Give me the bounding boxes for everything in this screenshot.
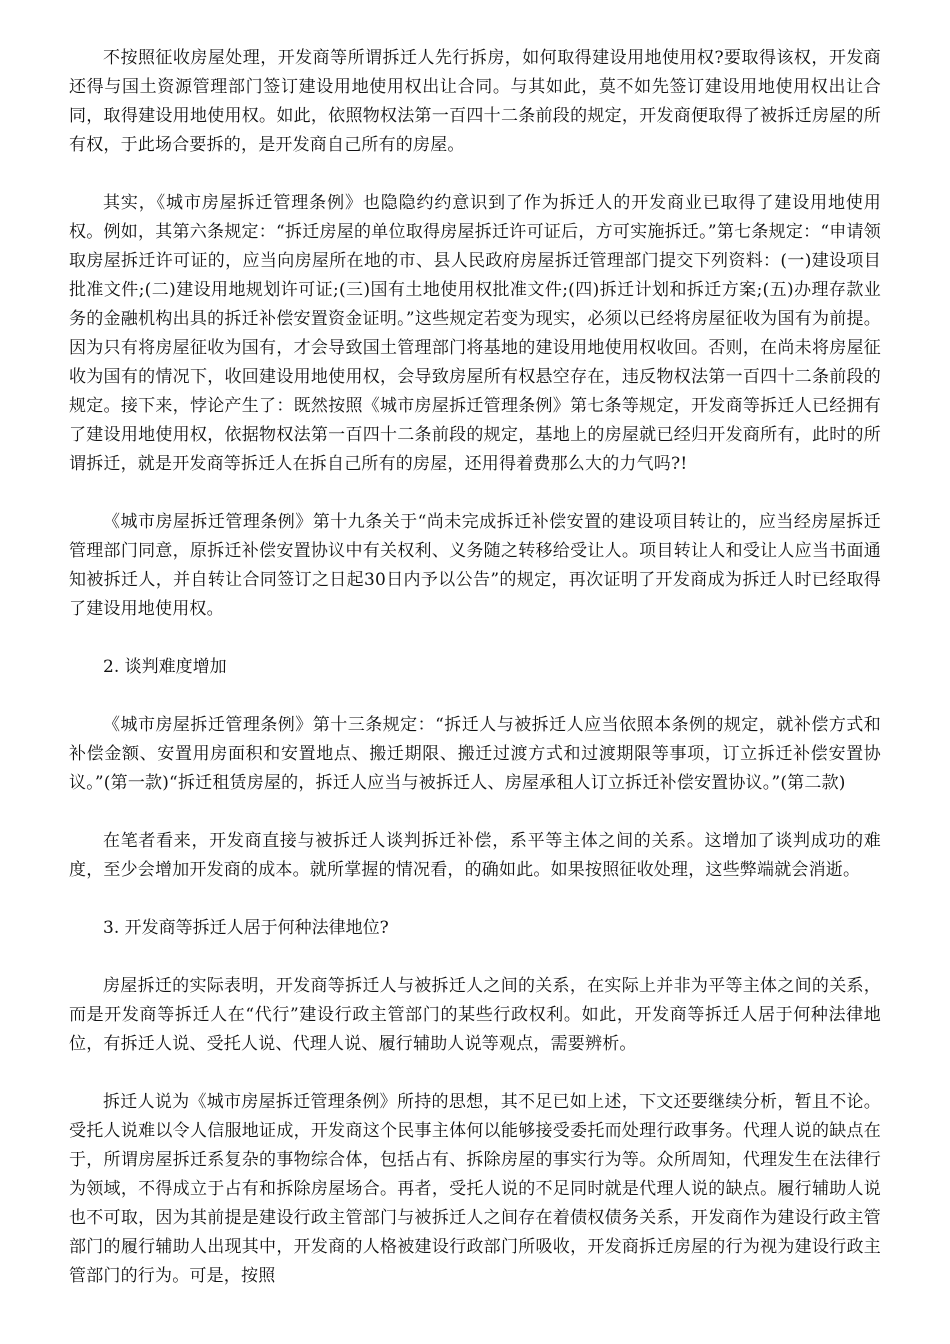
paragraph-7: 拆迁人说为《城市房屋拆迁管理条例》所持的思想，其不足已如上述，下文还要继续分析，暂且不论。受托人说难以令人信服地证成，开发商这个民事主体何以能够接受委托而处理行政事务。代理人说的缺点在于，所谓房屋拆迁系复杂的事物综合体，包括占有、拆除房屋的事实行为等。众所周知，代理发生在法律行为领域，不得成立于占有和拆除房屋场合。再者，受托人说的不足同时就是代理人说的缺点。履行辅助人说也不可取，因为其前提是建设行政主管部门与被拆迁人之间存在着债权债务关系，开发商作为建设行政主管部门的履行辅助人出现其中，开发商的人格被建设行政部门所吸收，开发商拆迁房屋的行为视为建设行政主管部门的行为。可是，按照 <box>69 1092 881 1286</box>
paragraph-5: 在笔者看来，开发商直接与被拆迁人谈判拆迁补偿，系平等主体之间的关系。这增加了谈判成功的难度，至少会增加开发商的成本。就所掌握的情况看，的确如此。如果按照征收处理，这些弊端就会消逝。 <box>69 831 881 880</box>
section-heading-3: 3. 开发商等拆迁人居于何种法律地位? <box>103 918 389 938</box>
document-body <box>69 44 881 1320</box>
paragraph-4: 《城市房屋拆迁管理条例》第十三条规定：“拆迁人与被拆迁人应当依照本条例的规定，就补偿方式和补偿金额、安置用房面积和安置地点、搬迁期限、搬迁过渡方式和过渡期限等事项，订立拆迁补偿安置协议。”(第一款)“拆迁租赁房屋的，拆迁人应当与被拆迁人、房屋承租人订立拆迁补偿安置协议。”(第二款) <box>69 715 881 793</box>
paragraph-1: 不按照征收房屋处理，开发商等所谓拆迁人先行拆房，如何取得建设用地使用权?要取得该权，开发商还得与国土资源管理部门签订建设用地使用权出让合同。与其如此，莫不如先签订建设用地使用权出让合同，取得建设用地使用权。如此，依照物权法第一百四十二条前段的规定，开发商便取得了被拆迁房屋的所有权，于此场合要拆的，是开发商自己所有的房屋。 <box>69 48 881 155</box>
section-heading-2: 2. 谈判难度增加 <box>103 657 227 677</box>
paragraph-2: 其实，《城市房屋拆迁管理条例》也隐隐约约意识到了作为拆迁人的开发商业已取得了建设用地使用权。例如，其第六条规定：“拆迁房屋的单位取得房屋拆迁许可证后，方可实施拆迁。”第七条规定：“申请领取房屋拆迁许可证的，应当向房屋所在地的市、县人民政府房屋拆迁管理部门提交下列资料：(一)建设项目批准文件;(二)建设用地规划许可证;(三)国有土地使用权批准文件;(四)拆迁计划和拆迁方案;(五)办理存款业务的金融机构出具的拆迁补偿安置资金证明。”这些规定若变为现实，必须以已经将房屋征收为国有为前提。因为只有将房屋征收为国有，才会导致国土管理部门将基地的建设用地使用权收回。否则，在尚未将房屋征收为国有的情况下，收回建设用地使用权，会导致房屋所有权悬空存在，违反物权法第一百四十二条前段的规定。接下来，悖论产生了：既然按照《城市房屋拆迁管理条例》第七条等规定，开发商等拆迁人已经拥有了建设用地使用权，依据物权法第一百四十二条前段的规定，基地上的房屋就已经归开发商所有，此时的所谓拆迁，就是开发商等拆迁人在拆自己所有的房屋，还用得着费那么大的力气吗?! <box>69 193 881 474</box>
paragraph-6: 房屋拆迁的实际表明，开发商等拆迁人与被拆迁人之间的关系，在实际上并非为平等主体之间的关系，而是开发商等拆迁人在“代行”建设行政主管部门的某些行政权利。如此，开发商等拆迁人居于何种法律地位，有拆迁人说、受托人说、代理人说、履行辅助人说等观点，需要辨析。 <box>69 976 881 1054</box>
paragraph-3: 《城市房屋拆迁管理条例》第十九条关于“尚未完成拆迁补偿安置的建设项目转让的，应当经房屋拆迁管理部门同意，原拆迁补偿安置协议中有关权利、义务随之转移给受让人。项目转让人和受让人应当书面通知被拆迁人，并自转让合同签订之日起30日内予以公告”的规定，再次证明了开发商成为拆迁人时已经取得了建设用地使用权。 <box>69 512 881 619</box>
